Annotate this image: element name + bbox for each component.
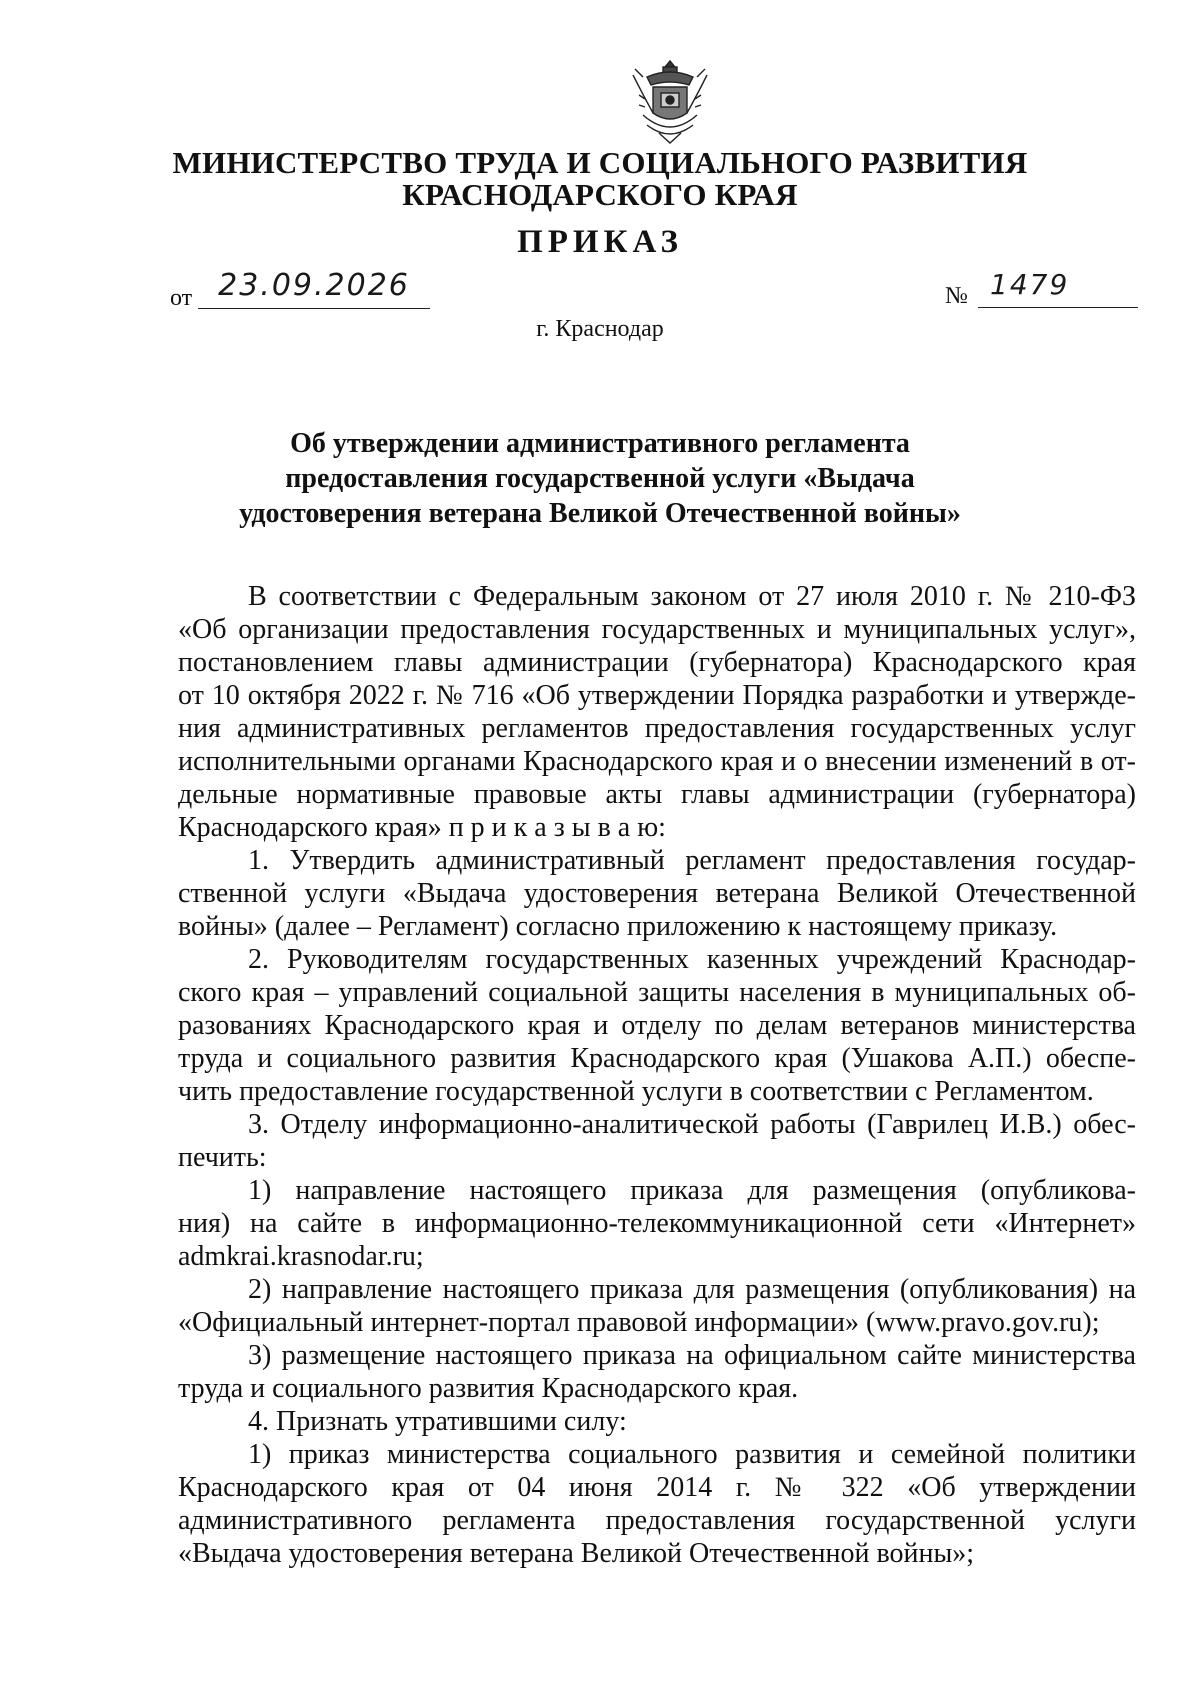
body-line: В соответствии с Федеральным законом от 27 июля 2010 г. № 210-ФЗ (248, 581, 1136, 612)
body-line: постановлением главы администрации (губернатора) Краснодарского края (178, 647, 1136, 678)
body-line: труда и социального развития Краснодарского края (Ушакова А.П.) обеспе- (178, 1043, 1136, 1074)
coat-of-arms-emblem (625, 55, 715, 150)
body-line: 1) приказ министерства социального развития и семейной политики (248, 1439, 1136, 1470)
order-title-line1: Об утверждении административного регламента (290, 428, 910, 459)
date-label: от (170, 285, 193, 311)
number-label: № (945, 283, 968, 309)
body-line: ния) на сайте в информационно-телекоммуникационной сети «Интернет» (178, 1208, 1136, 1239)
body-line: «Об организации предоставления государственных и муниципальных услуг», (178, 614, 1136, 645)
body-line: разованиях Краснодарского края и отделу по делам ветеранов министерства (178, 1010, 1136, 1041)
body-line: 4. Признать утратившими силу: (248, 1406, 627, 1437)
handwritten-date: 23.09.2026 (198, 268, 430, 309)
city-label: г. Краснодар (536, 316, 664, 342)
order-body-text (178, 580, 1136, 1570)
body-line: войны» (далее – Регламент) согласно приложению к настоящему приказу. (178, 911, 1058, 942)
body-line: 3. Отделу информационно-аналитической работы (Гаврилец И.В.) обес- (248, 1109, 1136, 1140)
body-line: ского края – управлений социальной защиты населения в муниципальных об- (178, 977, 1136, 1008)
body-line: ственной услуги «Выдача удостоверения ветерана Великой Отечественной (178, 878, 1136, 909)
body-line: чить предоставление государственной услуги в соответствии с Регламентом. (178, 1076, 1094, 1107)
order-title-line2: предоставления государственной услуги «Выдача (285, 463, 915, 494)
body-line: печить: (178, 1142, 267, 1173)
body-line: 2) направление настоящего приказа для размещения (опубликования) на (248, 1274, 1136, 1305)
document-type-heading: ПРИКАЗ (517, 224, 683, 260)
ministry-name-line1: МИНИСТЕРСТВО ТРУДА И СОЦИАЛЬНОГО РАЗВИТИЯ (172, 145, 1028, 180)
body-line: административного регламента предоставления государственной услуги (178, 1505, 1136, 1536)
body-line: ния административных регламентов предоставления государственных услуг (178, 713, 1136, 744)
handwritten-order-number: 1479 (978, 268, 1138, 308)
body-line: «Официальный интернет-портал правовой информации» (www.pravo.gov.ru); (178, 1307, 1100, 1338)
body-line: admkrai.krasnodar.ru; (178, 1241, 424, 1272)
body-line: 1) направление настоящего приказа для размещения (опубликова- (248, 1175, 1136, 1206)
body-line: труда и социального развития Краснодарского края. (178, 1373, 799, 1404)
body-line: Краснодарского края от 04 июня 2014 г. № 322 «Об утверждении (178, 1472, 1136, 1503)
body-line: 1. Утвердить административный регламент предоставления государ- (248, 845, 1136, 876)
body-line: 2. Руководителям государственных казенных учреждений Краснодар- (248, 944, 1136, 975)
body-line: «Выдача удостоверения ветерана Великой Отечественной войны»; (178, 1538, 975, 1569)
order-title-line3: удостоверения ветерана Великой Отечественной войны» (239, 498, 961, 529)
body-line: исполнительными органами Краснодарского края и о внесении изменений в от- (178, 746, 1136, 777)
body-line: дельные нормативные правовые акты главы администрации (губернатора) (178, 779, 1136, 810)
ministry-name-line2: КРАСНОДАРСКОГО КРАЯ (402, 177, 798, 212)
body-line: от 10 октября 2022 г. № 716 «Об утверждении Порядка разработки и утвержде- (178, 680, 1136, 711)
body-line: Краснодарского края» п р и к а з ы в а ю: (178, 812, 666, 843)
body-line: 3) размещение настоящего приказа на официальном сайте министерства (248, 1340, 1136, 1371)
